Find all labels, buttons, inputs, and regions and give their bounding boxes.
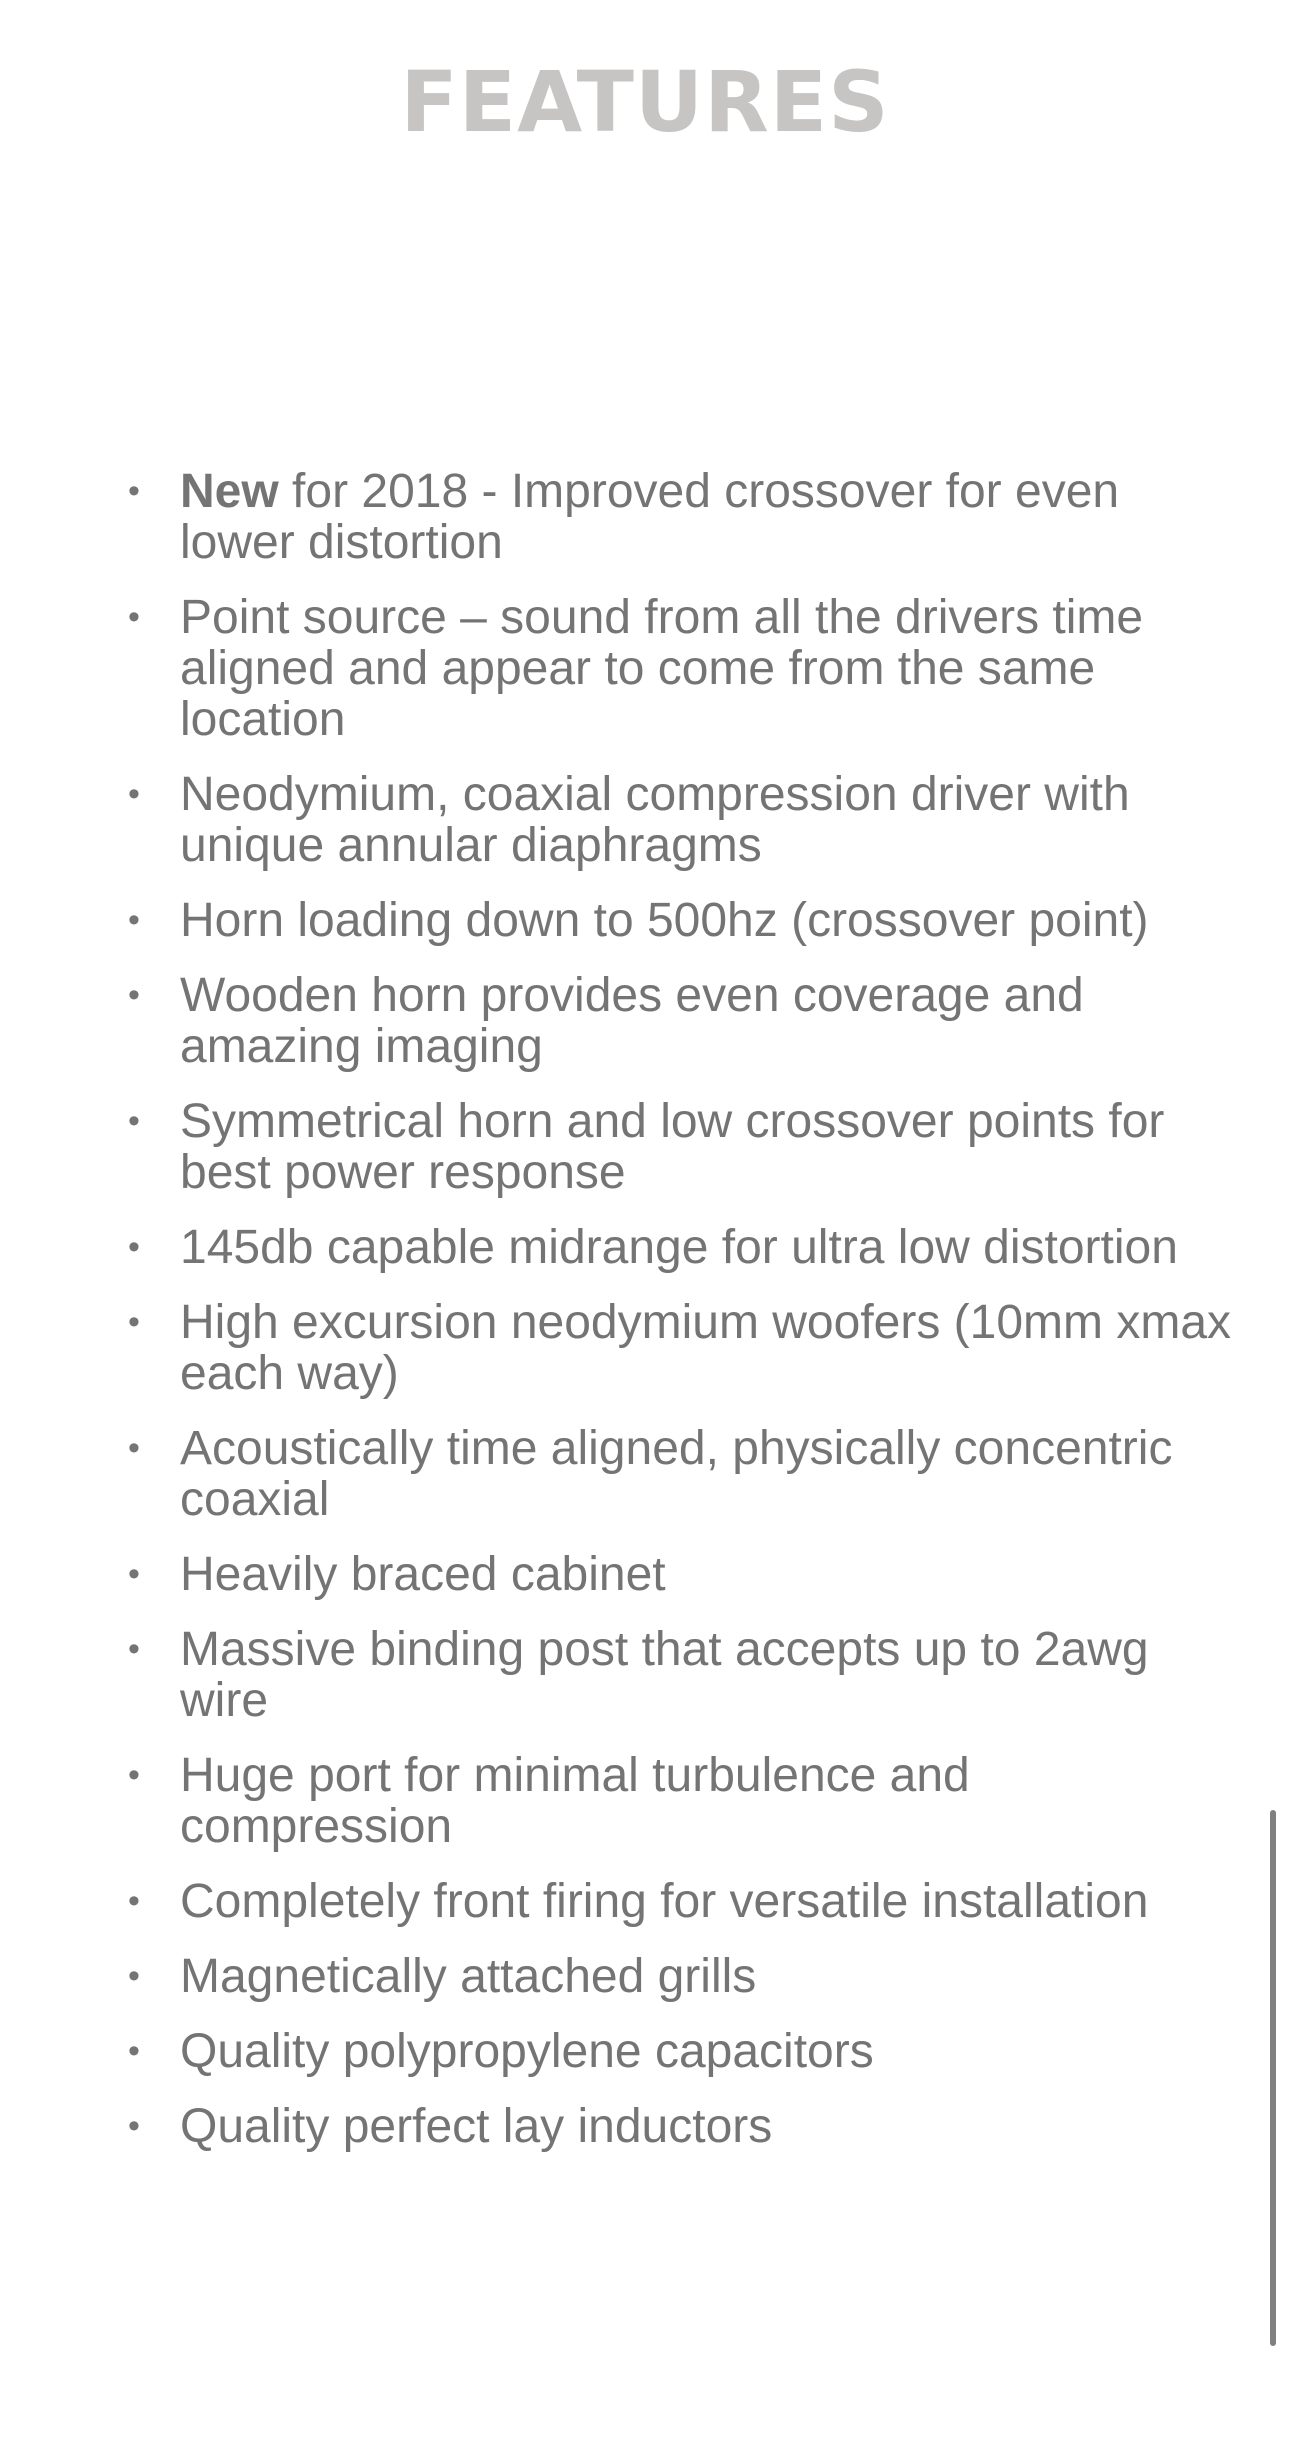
bullet-icon: •: [128, 1756, 140, 1794]
list-item: [0, 1096, 1290, 1198]
bullet-icon: •: [128, 598, 140, 636]
bullet-icon: •: [128, 1630, 140, 1668]
list-item: [0, 970, 1290, 1072]
list-item: [0, 466, 1290, 568]
list-item: [0, 1297, 1290, 1399]
bullet-icon: •: [128, 2032, 140, 2070]
bullet-icon: •: [128, 901, 140, 939]
feature-text: Quality polypropylene capacitors: [180, 2025, 874, 2078]
bullet-icon: •: [128, 472, 140, 510]
feature-text: Wooden horn provides even coverage and amazing imaging: [180, 969, 1084, 1073]
bullet-icon: •: [128, 2107, 140, 2145]
list-item: [0, 1876, 1290, 1927]
bullet-icon: •: [128, 1957, 140, 1995]
bullet-icon: •: [128, 1882, 140, 1920]
bullet-icon: •: [128, 976, 140, 1014]
feature-list: [0, 466, 1290, 2176]
feature-text: Heavily braced cabinet: [180, 1548, 666, 1601]
feature-text: Point source – sound from all the drivers time aligned and appear to come from the same location: [180, 591, 1144, 746]
bullet-icon: •: [128, 1102, 140, 1140]
feature-text: Quality perfect lay inductors: [180, 2100, 773, 2153]
bullet-icon: •: [128, 1555, 140, 1593]
bullet-icon: •: [128, 775, 140, 813]
bullet-icon: •: [128, 1303, 140, 1341]
feature-text: Magnetically attached grills: [180, 1950, 757, 2003]
feature-text: 145db capable midrange for ultra low distortion: [180, 1221, 1178, 1274]
list-item: [0, 1624, 1290, 1726]
feature-text: Horn loading down to 500hz (crossover point): [180, 894, 1149, 947]
feature-highlight: New: [180, 465, 279, 518]
list-item: [0, 1549, 1290, 1600]
list-item: [0, 2101, 1290, 2152]
list-item: [0, 1951, 1290, 2002]
list-item: [0, 895, 1290, 946]
feature-text: Completely front firing for versatile installation: [180, 1875, 1149, 1928]
page-title: FEATURES: [400, 53, 890, 151]
feature-text: Neodymium, coaxial compression driver with unique annular diaphragms: [180, 768, 1130, 872]
bullet-icon: •: [128, 1228, 140, 1266]
list-item: [0, 592, 1290, 745]
feature-text: Huge port for minimal turbulence and compression: [180, 1749, 970, 1853]
feature-text: High excursion neodymium woofers (10mm xmax each way): [180, 1296, 1232, 1400]
feature-text: Acoustically time aligned, physically concentric coaxial: [180, 1422, 1173, 1526]
list-item: [0, 1750, 1290, 1852]
vertical-scrollbar[interactable]: [1270, 1810, 1276, 2346]
list-item: [0, 2026, 1290, 2077]
list-item: [0, 1222, 1290, 1273]
list-item: [0, 769, 1290, 871]
feature-text: for 2018 - Improved crossover for even lower distortion: [180, 465, 1120, 569]
list-item: [0, 1423, 1290, 1525]
feature-text: Massive binding post that accepts up to 2awg wire: [180, 1623, 1149, 1727]
feature-text: Symmetrical horn and low crossover points for best power response: [180, 1095, 1165, 1199]
bullet-icon: •: [128, 1429, 140, 1467]
